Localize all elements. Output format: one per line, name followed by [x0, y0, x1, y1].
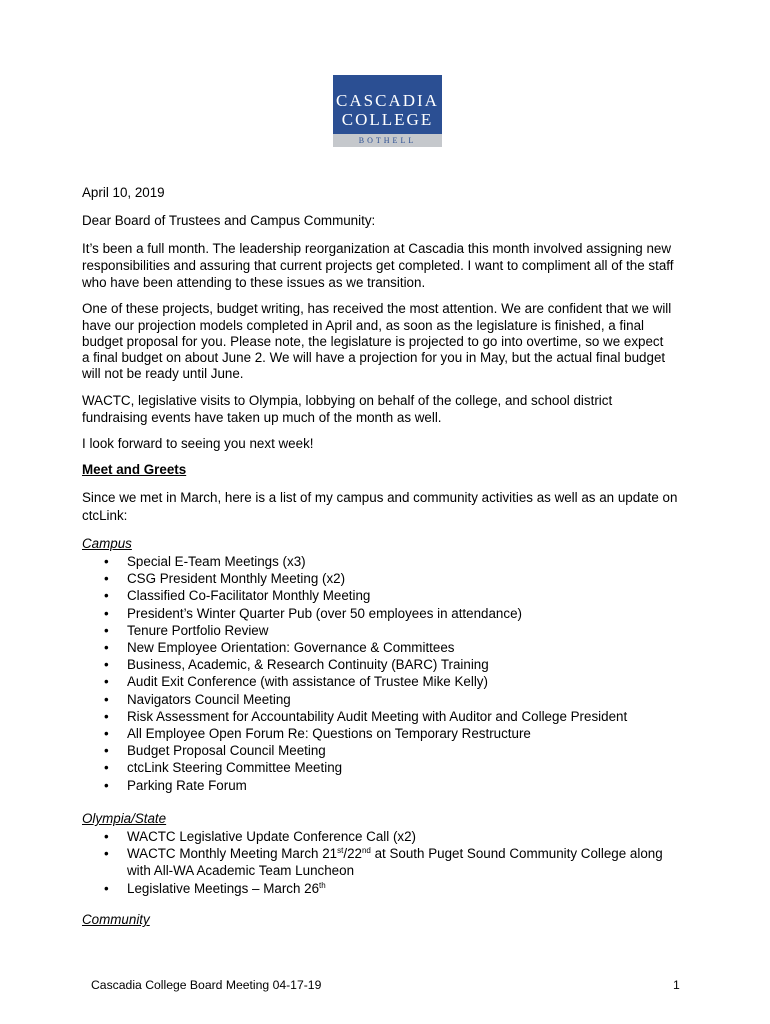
page-footer: Cascadia College Board Meeting 04-17-19: [91, 978, 322, 992]
paragraph-line: a final budget on about June 2. We will have a projection for you in May, but the actual final budget: [82, 350, 666, 365]
logo-line-2: COLLEGE: [341, 110, 434, 129]
list-item: • Navigators Council Meeting: [82, 691, 702, 708]
list-item: • ctcLink Steering Committee Meeting: [82, 759, 702, 776]
list-item: • Business, Academic, & Research Continuity (BARC) Training: [82, 656, 702, 673]
cascadia-college-logo: [333, 75, 442, 147]
meet-and-greets-heading: Meet and Greets: [82, 462, 187, 477]
ordinal-suffix: nd: [361, 846, 371, 856]
item-text: at South Puget Sound Community College along: [370, 846, 663, 862]
list-item: • New Employee Orientation: Governance & Committees: [82, 639, 702, 656]
list-item: • Audit Exit Conference (with assistance of Trustee Mike Kelly): [82, 673, 702, 690]
paragraph-line: responsibilities and assuring that current projects get completed. I want to compliment all of the staff: [82, 258, 674, 273]
list-item: • Parking Rate Forum: [82, 777, 702, 794]
campus-heading: Campus: [82, 536, 132, 551]
intro-line: Since we met in March, here is a list of my campus and community activities as well as an update on: [82, 490, 678, 505]
list-item: • CSG President Monthly Meeting (x2): [82, 570, 702, 587]
list-item: • Risk Assessment for Accountability Audit Meeting with Auditor and College President: [82, 708, 702, 725]
letter-salutation: Dear Board of Trustees and Campus Community:: [82, 213, 376, 228]
paragraph-line: fundraising events have taken up much of the month as well.: [82, 410, 442, 425]
list-item: • WACTC Legislative Update Conference Call (x2): [82, 828, 702, 845]
item-text: WACTC Monthly Meeting March 21: [127, 846, 338, 862]
item-text: Legislative Meetings – March 26: [127, 880, 320, 896]
list-item: • All Employee Open Forum Re: Questions on Temporary Restructure: [82, 725, 702, 742]
list-item: • President’s Winter Quarter Pub (over 50 employees in attendance): [82, 605, 702, 622]
olympia-state-heading: Olympia/State: [82, 811, 167, 826]
item-text: /22: [343, 846, 362, 862]
logo-line-1: CASCADIA: [336, 91, 439, 110]
community-heading: Community: [82, 912, 150, 927]
paragraph-line: One of these projects, budget writing, has received the most attention. We are confident that we will: [82, 301, 672, 316]
page-number: 1: [673, 978, 680, 992]
ordinal-suffix: st: [337, 846, 344, 856]
paragraph-4: I look forward to seeing you next week!: [82, 436, 314, 451]
olympia-list: [82, 828, 702, 897]
list-item: [82, 845, 702, 879]
list-item: • Budget Proposal Council Meeting: [82, 742, 702, 759]
paragraph-line: It’s been a full month. The leadership reorganization at Cascadia this month involved assigning new: [82, 241, 672, 256]
list-item: [82, 880, 702, 897]
list-item: • Tenure Portfolio Review: [82, 622, 702, 639]
campus-list: [82, 553, 702, 794]
logo-line-3: BOTHELL: [333, 134, 442, 147]
list-item: • Classified Co-Facilitator Monthly Meeting: [82, 587, 702, 604]
paragraph-line: budget proposal for you. Please note, the legislature is projected to go into overtime, so we expect: [82, 334, 664, 349]
paragraph-line: have our projection models completed in April and, as soon as the legislature is finished, a final: [82, 318, 644, 333]
intro-line: ctcLink:: [82, 508, 128, 523]
paragraph-line: WACTC, legislative visits to Olympia, lobbying on behalf of the college, and school district: [82, 393, 613, 408]
paragraph-line: who have been attending to these issues as we transition.: [82, 275, 426, 290]
ordinal-suffix: th: [319, 880, 326, 890]
item-text: with All-WA Academic Team Luncheon: [127, 863, 355, 879]
paragraph-line: will not be ready until June.: [82, 366, 244, 381]
letter-date: April 10, 2019: [82, 185, 165, 200]
list-item: • Special E-Team Meetings (x3): [82, 553, 702, 570]
